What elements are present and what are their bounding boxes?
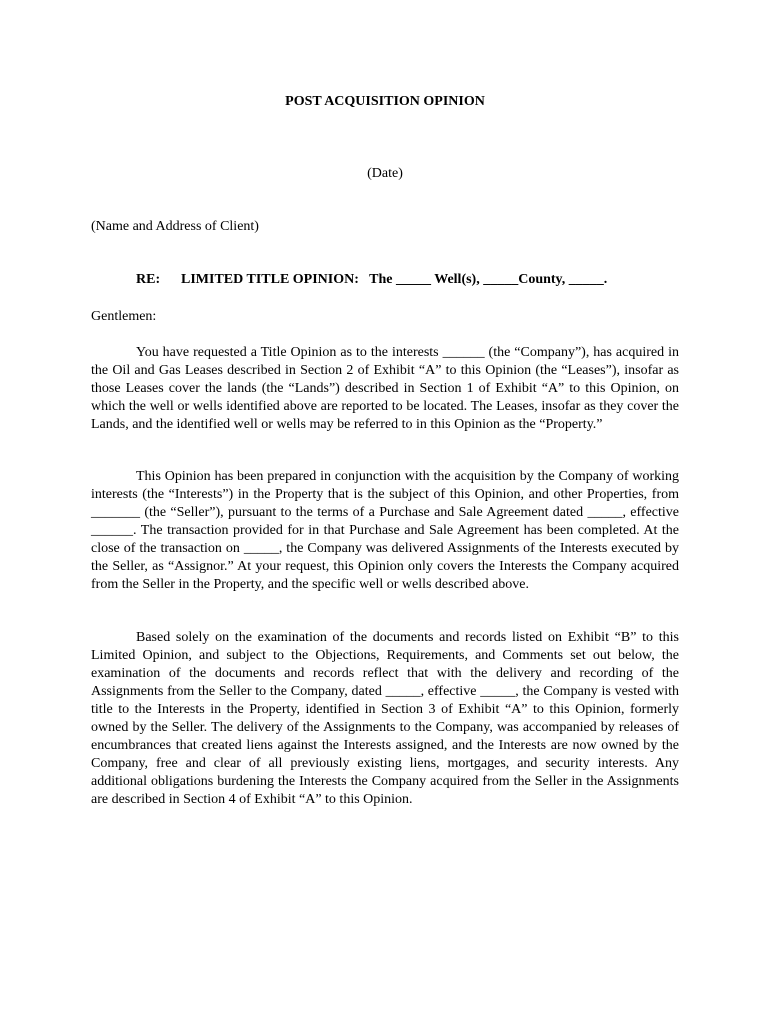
paragraph-examination: Based solely on the examination of the documents and records listed on Exhibit “B” to this Limited Opinion, and subject to the Objections, Requirements, and Comments set out below, the examination of the documents and records reflect that with the delivery and recording of the Assignments from the Seller to the Company, dated _____, effective _____, the Company is vested with title to the Interests in the Property, identified in Section 3 of Exhibit “A” to this Opinion, formerly owned by the Seller. The delivery of the Assignments to the Company, was accompanied by releases of encumbrances that created liens against the Interests assigned, and the Interests are now owned by the Company, free and clear of all previously existing liens, mortgages, and security interests. Any additional obligations burdening the Interests the Company acquired from the Seller in the Assignments are described in Section 4 of Exhibit “A” to this Opinion.	[91, 630, 679, 807]
salutation: Gentlemen:	[91, 309, 157, 324]
client-address-placeholder: (Name and Address of Client)	[91, 219, 259, 234]
date-placeholder: (Date)	[367, 166, 403, 181]
paragraph-request: You have requested a Title Opinion as to the interests ______ (the “Company”), has acquired in the Oil and Gas Leases described in Section 2 of Exhibit “A” to this Opinion (the “Leases”), insofar as those Leases cover the lands (the “Lands”) described in Section 1 of Exhibit “A” to this Opinion, on which the well or wells identified above are reported to be located. The Leases, insofar as they cover the Lands, and the identified well or wells may be referred to in this Opinion as the “Property.”	[91, 345, 679, 432]
document-title: POST ACQUISITION OPINION	[285, 94, 485, 109]
re-subject: LIMITED TITLE OPINION: The _____ Well(s), _____County, _____.	[181, 272, 608, 287]
re-label: RE:	[136, 272, 161, 287]
re-line	[136, 272, 607, 288]
paragraph-acquisition: This Opinion has been prepared in conjunction with the acquisition by the Company of working interests (the “Interests”) in the Property that is the subject of this Opinion, and other Properties, from _______ (the “Seller”), pursuant to the terms of a Purchase and Sale Agreement dated _____, effective ______. The transaction provided for in that Purchase and Sale Agreement has been completed. At the close of the transaction on _____, the Company was delivered Assignments of the Interests executed by the Seller, as “Assignor.” At your request, this Opinion only covers the Interests the Company acquired from the Seller in the Property, and the specific well or wells described above.	[91, 469, 679, 592]
